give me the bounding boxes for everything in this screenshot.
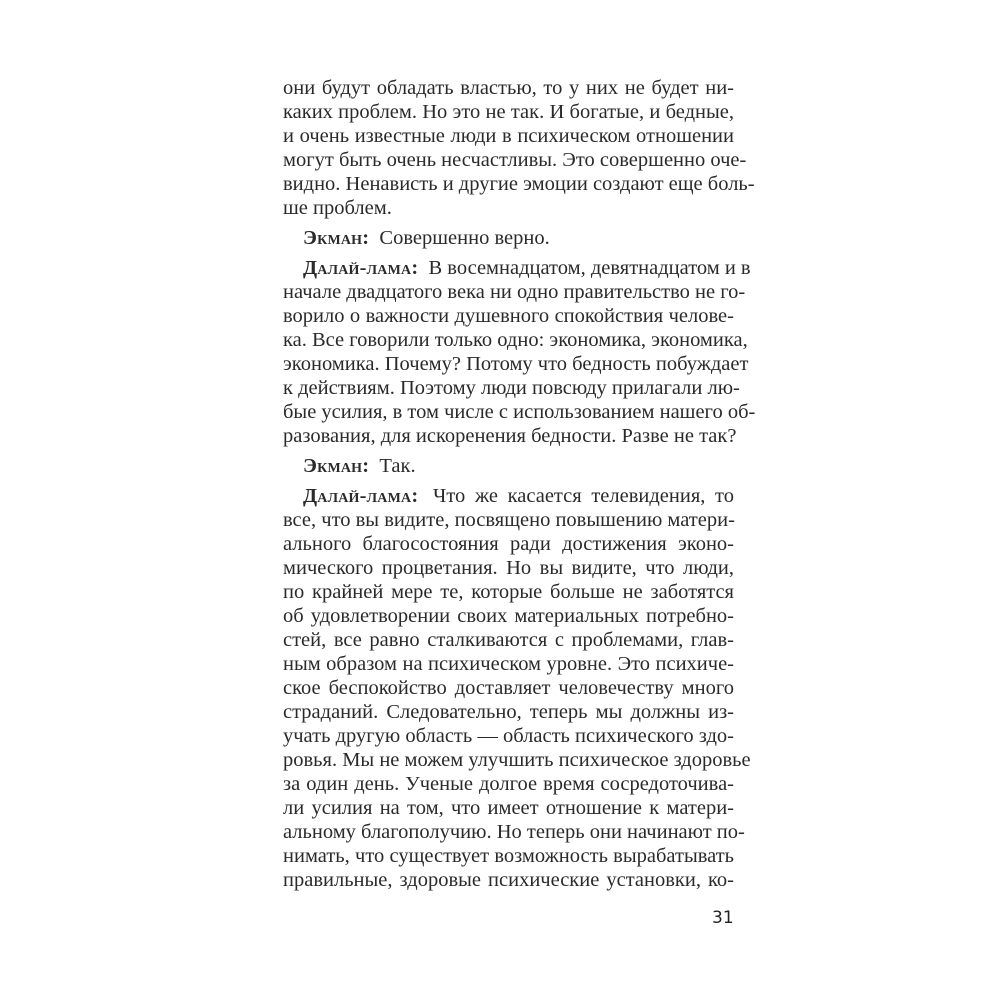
text-line (283, 124, 734, 148)
text-line (283, 508, 734, 532)
speaker-name: Далай-лама: (303, 257, 419, 279)
page-number: 31 (712, 908, 734, 928)
line-text: все, что вы видите, посвящено повышению матери- (283, 509, 735, 531)
text-line (283, 484, 734, 508)
text-line (283, 868, 734, 892)
text-line (283, 820, 745, 844)
line-text: экономика. Почему? Потому что бедность побуждает (283, 353, 749, 375)
speaker-name: Экман: (303, 455, 370, 477)
text-line (283, 700, 734, 724)
line-text: стей, все равно сталкиваются с проблемами, глав- (283, 629, 734, 651)
page-body (283, 76, 756, 898)
line-text: ское беспокойство доставляет человечеству много (283, 677, 734, 699)
text-line (283, 424, 737, 448)
text-line (283, 400, 756, 424)
line-text: В восемнадцатом, девятнадцатом и в (423, 257, 751, 279)
line-text: ли усилия на том, что имеет отношение к матери- (283, 797, 734, 819)
text-line (283, 652, 734, 676)
text-line (283, 196, 734, 220)
line-text: по крайней мере те, которые больше не заботятся (283, 581, 734, 603)
line-text: нимать, что существует возможность вырабатывать (283, 845, 734, 867)
text-line (283, 172, 755, 196)
line-text: страданий. Следовательно, теперь мы должны из- (283, 701, 734, 723)
text-line (283, 280, 746, 304)
line-text: Что же касается телевидения, то (423, 485, 734, 507)
text-line (283, 454, 734, 478)
line-text: ворило о важности душевного спокойствия челове- (283, 305, 734, 327)
text-line (283, 328, 748, 352)
text-line (283, 844, 734, 868)
line-text: каких проблем. Но это не так. И богатые, и бедные, (283, 101, 734, 123)
line-text: к действиям. Поэтому люди повсюду прилагали лю- (283, 377, 740, 399)
dialogue-paragraph (283, 256, 756, 448)
dialogue-paragraph (283, 226, 734, 250)
line-text: и очень известные люди в психическом отношении (283, 125, 734, 147)
text-line (283, 226, 734, 250)
text-line (283, 100, 734, 124)
line-text: об удовлетворении своих материальных потребно- (283, 605, 734, 627)
text-line (283, 748, 751, 772)
line-text: видно. Ненависть и другие эмоции создают еще боль- (283, 173, 755, 195)
text-line (283, 772, 734, 796)
text-line (283, 376, 740, 400)
line-text: мического процветания. Но вы видите, что люди, (283, 557, 734, 579)
text-line (283, 796, 734, 820)
text-line (283, 604, 734, 628)
speaker-name: Далай-лама: (303, 485, 419, 507)
line-text: Совершенно верно. (374, 227, 550, 249)
line-text: правильные, здоровые психические установки, ко- (283, 869, 734, 891)
line-text: разования, для искоренения бедности. Разве не так? (283, 425, 737, 447)
line-text: учать другую область — область психического здо- (283, 725, 734, 747)
text-line (283, 580, 734, 604)
line-text: ка. Все говорили только одно: экономика, экономика, (283, 329, 748, 351)
speaker-name: Экман: (303, 227, 370, 249)
text-line (283, 556, 734, 580)
text-paragraph (283, 76, 755, 220)
line-text: ше проблем. (283, 197, 392, 219)
line-text: они будут обладать властью, то у них не будет ни- (283, 77, 734, 99)
text-line (283, 148, 747, 172)
line-text: альному благополучию. Но теперь они начинают по- (283, 821, 745, 843)
line-text: Так. (374, 455, 416, 477)
line-text: за один день. Ученые долгое время сосредоточива- (283, 773, 734, 795)
text-line (283, 628, 734, 652)
line-text: ровья. Мы не можем улучшить психическое здоровье (283, 749, 751, 771)
text-line (283, 352, 749, 376)
line-text: могут быть очень несчастливы. Это совершенно оче- (283, 149, 747, 171)
line-text: бые усилия, в том числе с использованием нашего об- (283, 401, 756, 423)
text-line (283, 676, 734, 700)
text-line (283, 532, 734, 556)
line-text: ным образом на психическом уровне. Это психиче- (283, 653, 734, 675)
line-text: начале двадцатого века ни одно правительство не го- (283, 281, 746, 303)
text-line (283, 724, 734, 748)
dialogue-paragraph (283, 454, 734, 478)
dialogue-paragraph (283, 484, 751, 892)
text-line (283, 256, 751, 280)
text-line (283, 304, 734, 328)
line-text: ального благосостояния ради достижения эконо- (283, 533, 734, 555)
text-line (283, 76, 734, 100)
